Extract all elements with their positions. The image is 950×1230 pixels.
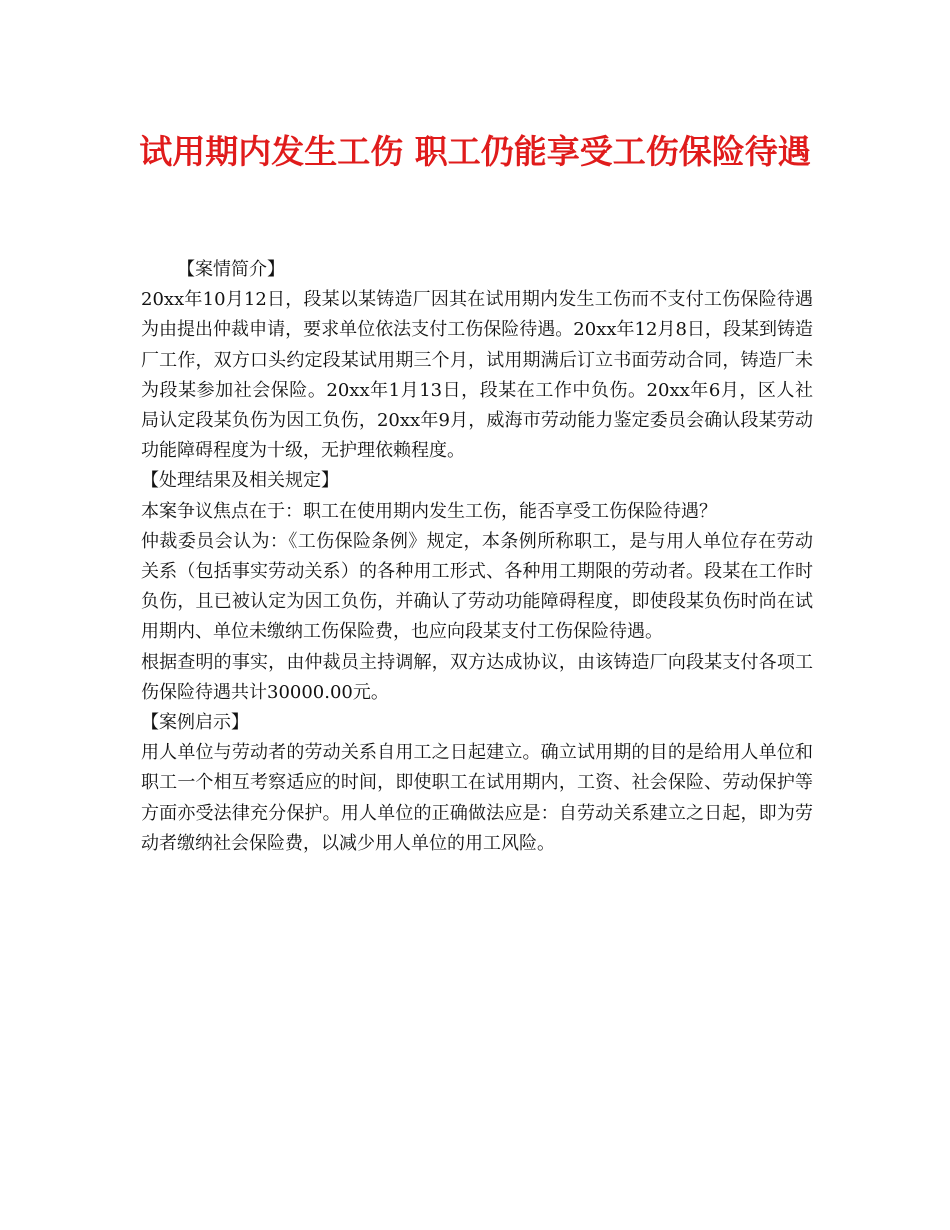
paragraph-dispute-focus: 本案争议焦点在于：职工在使用期内发生工伤，能否享受工伤保险待遇？ — [141, 500, 717, 522]
section-heading-lessons: 【案例启示】 — [141, 712, 249, 734]
section-heading-case-summary: 【案情简介】 — [177, 259, 285, 280]
section-heading-result: 【处理结果及相关规定】 — [141, 470, 339, 492]
paragraph-arbitration-opinion: 仲裁委员会认为：《工伤保险条例》规定，本条例所称职工，是与用人单位存在劳动关系（包括事实劳动关系）的各种用工形式、各种用工期限的劳动者。段某在工作时负伤，且已被认定为因工负伤，并确认了劳动功能障碍程度，即使段某负伤时尚在试用期内、单位未缴纳工伤保险费，也应向段某支付工伤保险待遇。 — [141, 530, 813, 643]
document-body — [141, 255, 813, 859]
paragraph-case-summary: 20xx年10月12日，段某以某铸造厂因其在试用期内发生工伤而不支付工伤保险待遇为由提出仲裁申请，要求单位依法支付工伤保险待遇。20xx年12月8日，段某到铸造厂工作，双方口头约定段某试用期三个月，试用期满后订立书面劳动合同，铸造厂未为段某参加社会保险。20xx年1月13日，段某在工作中负伤。20xx年6月，区人社局认定段某负伤为因工负伤，20xx年9月，威海市劳动能力鉴定委员会确认段某劳动功能障碍程度为十级，无护理依赖程度。 — [141, 289, 813, 462]
paragraph-mediation-result: 根据查明的事实，由仲裁员主持调解，双方达成协议，由该铸造厂向段某支付各项工伤保险待遇共计30000.00元。 — [141, 651, 813, 703]
document-title: 试用期内发生工伤 职工仍能享受工伤保险待遇 — [139, 132, 811, 171]
paragraph-lessons: 用人单位与劳动者的劳动关系自用工之日起建立。确立试用期的目的是给用人单位和职工一个相互考察适应的时间，即使职工在试用期内，工资、社会保险、劳动保护等方面亦受法律充分保护。用人单位的正确做法应是：自劳动关系建立之日起，即为劳动者缴纳社会保险费，以减少用人单位的用工风险。 — [141, 742, 813, 854]
